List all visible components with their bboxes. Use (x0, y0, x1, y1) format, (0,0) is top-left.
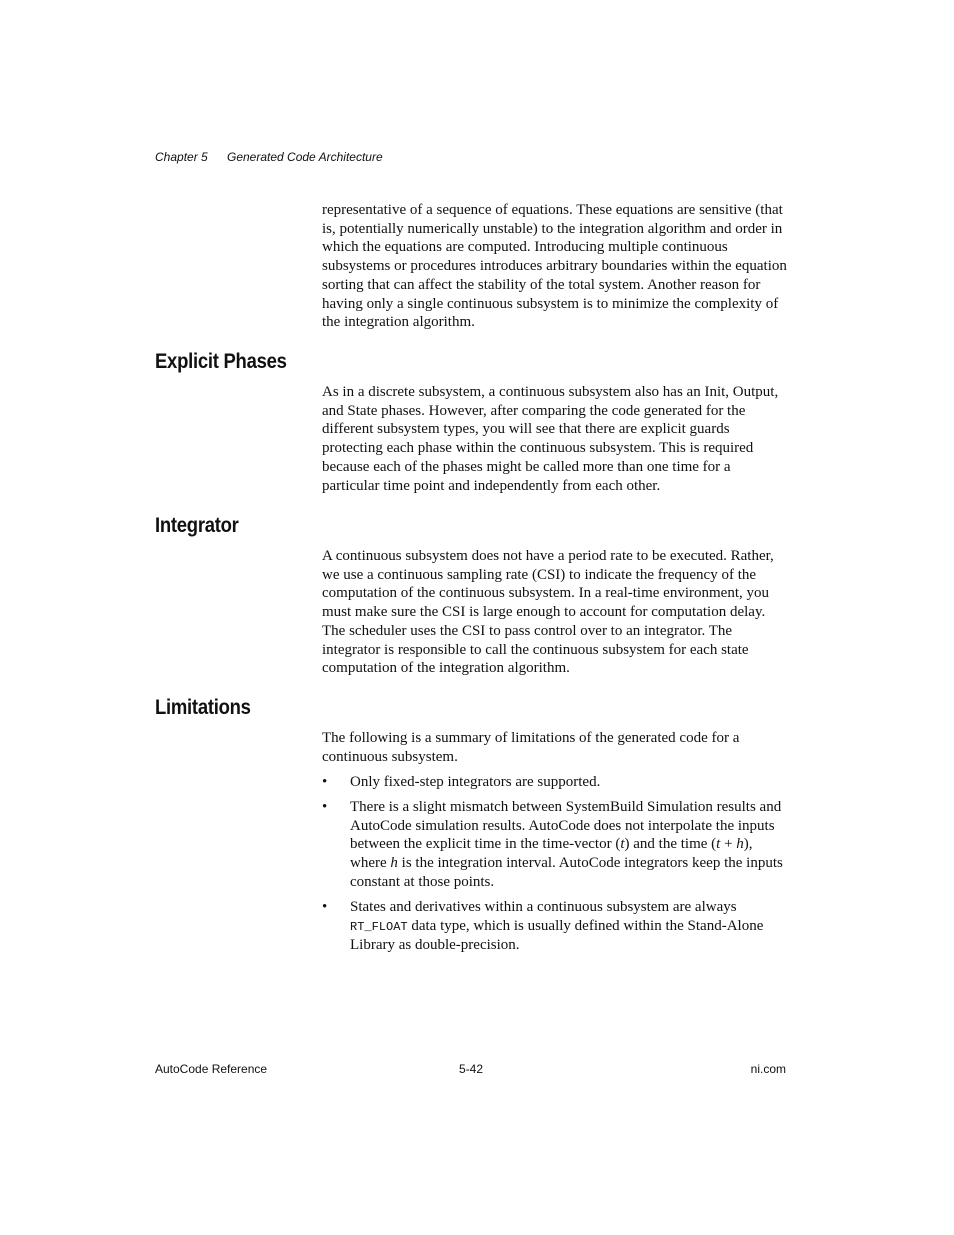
list-item (322, 898, 788, 955)
bullet-icon: • (322, 774, 328, 790)
running-header (155, 150, 383, 164)
footer-document-title: AutoCode Reference (155, 1062, 268, 1076)
text-run: There is a slight mismatch between SystemBuild Simulation results and AutoCode simulation results. AutoCode does not interpolate the inputs between the explicit time in the time-vector ( (350, 799, 782, 853)
text-run: States and derivatives within a continuous subsystem are always (350, 898, 737, 915)
italic-variable-h: h (390, 855, 398, 872)
text-run: is the integration interval. AutoCode integrators keep the inputs constant at those points. (350, 855, 783, 890)
limitations-list (322, 773, 788, 961)
text-run: + (720, 836, 737, 853)
list-item-text (350, 799, 783, 890)
italic-variable-h: h (736, 836, 744, 853)
header-section: Generated Code Architecture (227, 150, 383, 164)
list-item (322, 773, 788, 792)
paragraph-integrator: A continuous subsystem does not have a period rate to be executed. Rather, we use a continuous sampling rate (CSI) to indicate the frequency of the computation of the continuous subsystem. In a real-time environment, you must make sure the CSI is large enough to account for computation delay. The scheduler uses the CSI to pass control over to an integrator. The integrator is responsible to call the continuous subsystem for each state computation of the integration algorithm. (322, 548, 774, 677)
italic-variable-t: t (620, 836, 625, 853)
list-item-text (350, 899, 763, 953)
bullet-icon: • (322, 799, 328, 815)
text-run: data type, which is usually defined within the Stand-Alone Library as double-precision. (350, 917, 764, 954)
italic-variable-t: t (716, 836, 721, 853)
heading-limitations: Limitations (155, 696, 251, 719)
bullet-icon: • (322, 898, 328, 915)
code-rt-float: RT_FLOAT (350, 919, 408, 934)
text-run: ), where (350, 836, 753, 872)
footer-website: ni.com (750, 1062, 786, 1076)
footer-page-number: 5-42 (459, 1062, 484, 1076)
heading-integrator: Integrator (155, 514, 239, 537)
list-item (322, 798, 788, 892)
header-chapter: Chapter 5 (155, 150, 208, 164)
paragraph-explicit-phases: As in a discrete subsystem, a continuous subsystem also has an Init, Output, and State phases. However, after comparing the code generated for the different subsystem types, you will see that there are explicit guards protecting each phase within the continuous subsystem. This is required because each of the phases might be called more than one time for a particular time point and independently from each other. (322, 384, 779, 494)
text-run: ) and the time ( (624, 836, 717, 853)
list-item-text: Only fixed-step integrators are supported. (350, 774, 601, 790)
paragraph-limitations: The following is a summary of limitations of the generated code for a continuous subsystem. (322, 730, 740, 765)
intro-paragraph: representative of a sequence of equations. These equations are sensitive (that is, potentially numerically unstable) to the integration algorithm and order in which the equations are computed. Introducing multiple continuous subsystems or procedures introduces arbitrary boundaries within the equation sorting that can affect the stability of the total system. Another reason for having only a single continuous subsystem is to minimize the complexity of the integration algorithm. (322, 202, 787, 331)
heading-explicit-phases: Explicit Phases (155, 350, 287, 373)
